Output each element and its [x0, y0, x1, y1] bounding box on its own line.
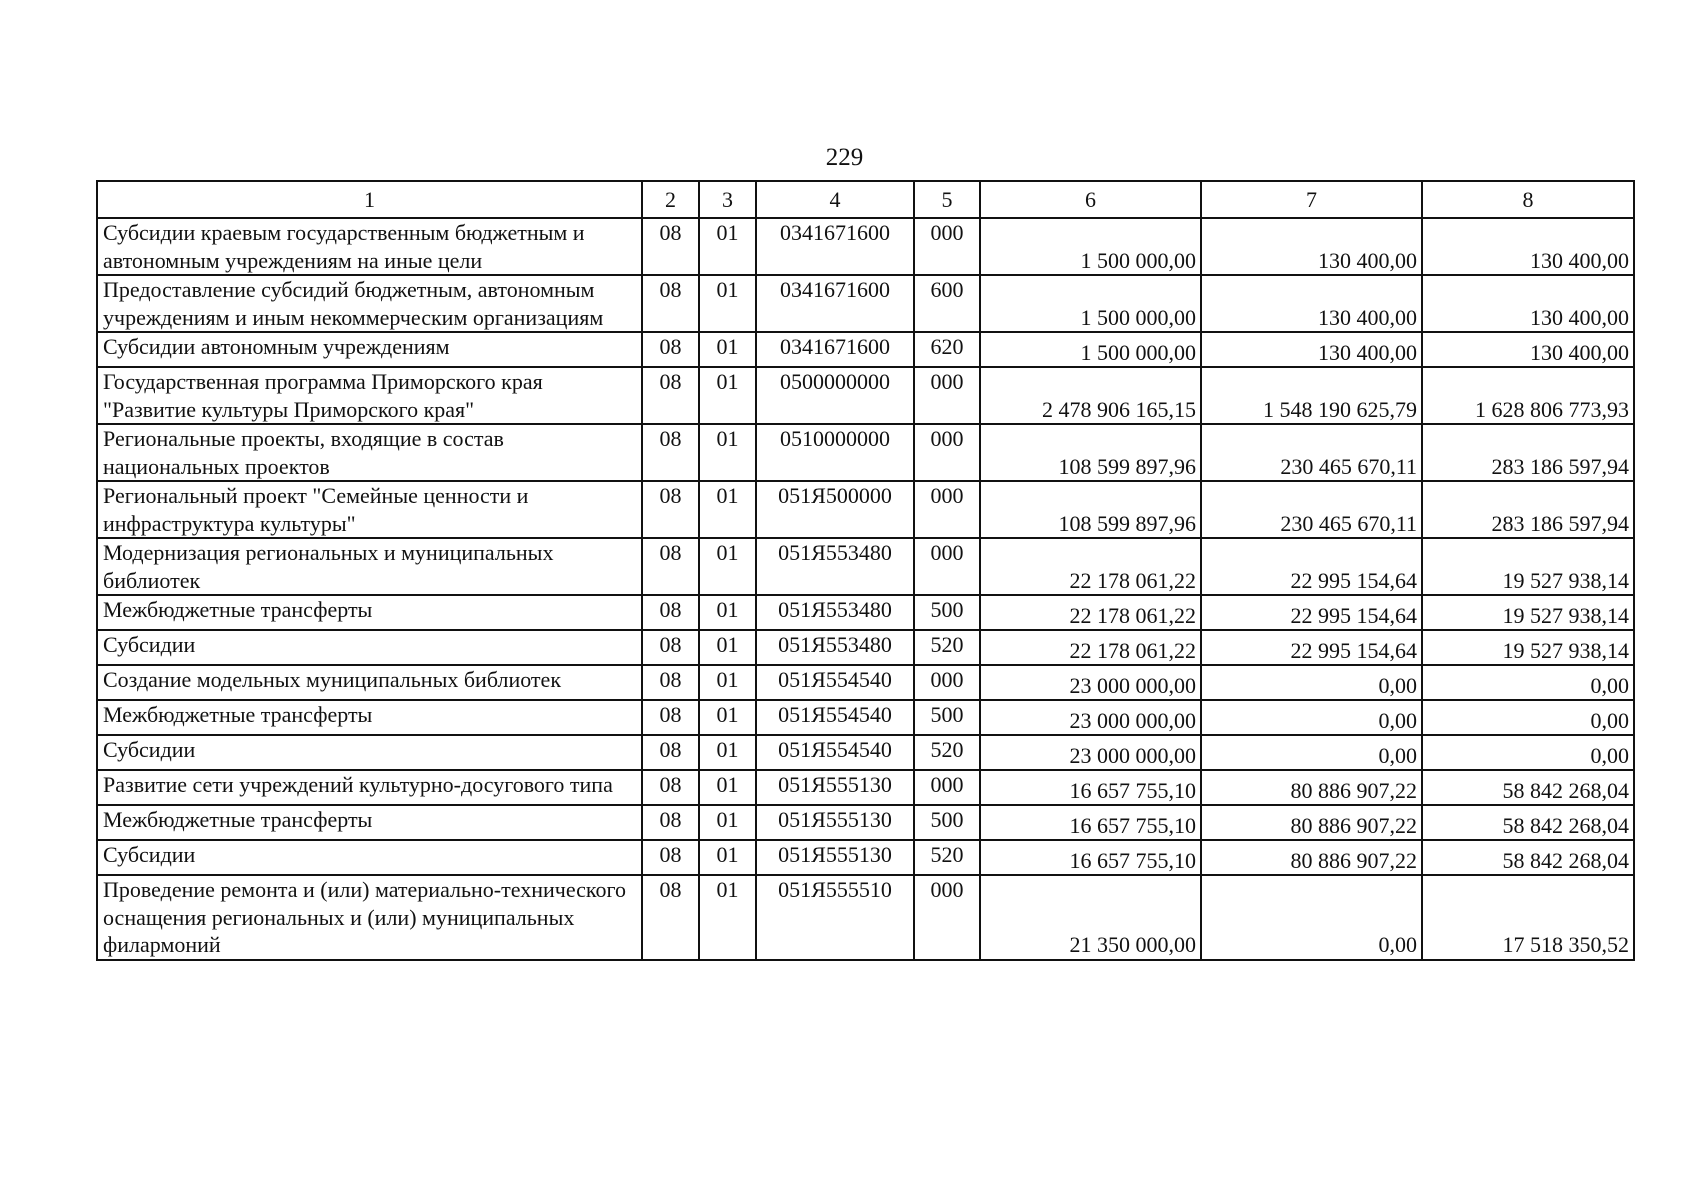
row-amount-col7-cell: 130 400,00: [1201, 218, 1422, 275]
row-amount-col6-cell: 23 000 000,00: [980, 735, 1201, 770]
row-section-cell: 08: [642, 218, 699, 275]
row-section-cell: 08: [642, 840, 699, 875]
row-target-code-cell: 0341671600: [756, 275, 914, 332]
row-expense-type-cell: 000: [914, 367, 980, 424]
row-name-cell: Региональные проекты, входящие в состав национальных проектов: [97, 424, 642, 481]
row-amount-col7-cell: 230 465 670,11: [1201, 424, 1422, 481]
row-amount-col6-cell: 16 657 755,10: [980, 840, 1201, 875]
row-amount-col8-cell: 130 400,00: [1422, 275, 1634, 332]
row-subsection-cell: 01: [699, 538, 756, 595]
row-amount-col7-cell: 22 995 154,64: [1201, 538, 1422, 595]
row-amount-col7-cell: 80 886 907,22: [1201, 840, 1422, 875]
row-subsection-cell: 01: [699, 805, 756, 840]
row-amount-col8-cell: 58 842 268,04: [1422, 770, 1634, 805]
row-target-code-cell: 0510000000: [756, 424, 914, 481]
row-expense-type-cell: 000: [914, 481, 980, 538]
row-section-cell: 08: [642, 735, 699, 770]
row-amount-col7-cell: 80 886 907,22: [1201, 770, 1422, 805]
row-target-code-cell: 051Я555130: [756, 840, 914, 875]
row-amount-col8-cell: 130 400,00: [1422, 218, 1634, 275]
row-subsection-cell: 01: [699, 770, 756, 805]
row-expense-type-cell: 500: [914, 595, 980, 630]
row-amount-col6-cell: 16 657 755,10: [980, 805, 1201, 840]
row-target-code-cell: 051Я500000: [756, 481, 914, 538]
row-name-cell: Создание модельных муниципальных библиотек: [97, 665, 642, 700]
table-row: [97, 595, 1634, 630]
row-amount-col8-cell: 19 527 938,14: [1422, 595, 1634, 630]
table-row: [97, 840, 1634, 875]
row-amount-col6-cell: 23 000 000,00: [980, 665, 1201, 700]
row-name-cell: Предоставление субсидий бюджетным, автономным учреждениям и иным некоммерческим организациям: [97, 275, 642, 332]
table-row: [97, 630, 1634, 665]
row-amount-col7-cell: 130 400,00: [1201, 332, 1422, 367]
page-number: 229: [825, 144, 864, 171]
header-col-2: 2: [642, 181, 699, 218]
table-row: [97, 424, 1634, 481]
header-col-7: 7: [1201, 181, 1422, 218]
row-name-cell: Региональный проект "Семейные ценности и инфраструктура культуры": [97, 481, 642, 538]
row-target-code-cell: 051Я554540: [756, 735, 914, 770]
table-body: [97, 218, 1634, 960]
row-name-cell: Межбюджетные трансферты: [97, 700, 642, 735]
row-amount-col8-cell: 130 400,00: [1422, 332, 1634, 367]
table-header: [97, 181, 1634, 218]
row-amount-col6-cell: 108 599 897,96: [980, 424, 1201, 481]
row-subsection-cell: 01: [699, 630, 756, 665]
row-name-cell: Субсидии: [97, 840, 642, 875]
row-name-cell: Государственная программа Приморского края "Развитие культуры Приморского края": [97, 367, 642, 424]
row-amount-col8-cell: 19 527 938,14: [1422, 630, 1634, 665]
table-row: [97, 218, 1634, 275]
row-expense-type-cell: 520: [914, 630, 980, 665]
row-name-cell: Развитие сети учреждений культурно-досугового типа: [97, 770, 642, 805]
table-row: [97, 770, 1634, 805]
row-amount-col6-cell: 108 599 897,96: [980, 481, 1201, 538]
row-amount-col6-cell: 22 178 061,22: [980, 538, 1201, 595]
row-section-cell: 08: [642, 275, 699, 332]
row-amount-col6-cell: 16 657 755,10: [980, 770, 1201, 805]
budget-table: [96, 180, 1635, 961]
row-amount-col6-cell: 1 500 000,00: [980, 218, 1201, 275]
row-amount-col7-cell: 0,00: [1201, 875, 1422, 960]
row-target-code-cell: 051Я553480: [756, 630, 914, 665]
row-target-code-cell: 051Я554540: [756, 700, 914, 735]
row-target-code-cell: 0341671600: [756, 332, 914, 367]
row-amount-col6-cell: 2 478 906 165,15: [980, 367, 1201, 424]
row-name-cell: Субсидии: [97, 735, 642, 770]
row-target-code-cell: 051Я554540: [756, 665, 914, 700]
row-name-cell: Субсидии автономным учреждениям: [97, 332, 642, 367]
row-amount-col6-cell: 22 178 061,22: [980, 595, 1201, 630]
header-col-5: 5: [914, 181, 980, 218]
row-subsection-cell: 01: [699, 275, 756, 332]
row-section-cell: 08: [642, 481, 699, 538]
row-name-cell: Межбюджетные трансферты: [97, 595, 642, 630]
row-expense-type-cell: 000: [914, 538, 980, 595]
row-expense-type-cell: 600: [914, 275, 980, 332]
row-amount-col7-cell: 22 995 154,64: [1201, 595, 1422, 630]
row-amount-col8-cell: 17 518 350,52: [1422, 875, 1634, 960]
row-name-cell: Межбюджетные трансферты: [97, 805, 642, 840]
row-amount-col8-cell: 58 842 268,04: [1422, 805, 1634, 840]
row-expense-type-cell: 000: [914, 424, 980, 481]
header-col-1: 1: [97, 181, 642, 218]
row-name-cell: Субсидии краевым государственным бюджетным и автономным учреждениям на иные цели: [97, 218, 642, 275]
row-subsection-cell: 01: [699, 218, 756, 275]
row-subsection-cell: 01: [699, 595, 756, 630]
row-target-code-cell: 051Я555130: [756, 770, 914, 805]
row-amount-col7-cell: 22 995 154,64: [1201, 630, 1422, 665]
header-col-3: 3: [699, 181, 756, 218]
row-subsection-cell: 01: [699, 840, 756, 875]
row-amount-col8-cell: 0,00: [1422, 700, 1634, 735]
row-amount-col8-cell: 19 527 938,14: [1422, 538, 1634, 595]
row-expense-type-cell: 000: [914, 665, 980, 700]
row-subsection-cell: 01: [699, 665, 756, 700]
row-amount-col7-cell: 80 886 907,22: [1201, 805, 1422, 840]
row-section-cell: 08: [642, 770, 699, 805]
header-col-4: 4: [756, 181, 914, 218]
row-name-cell: Проведение ремонта и (или) материально-технического оснащения региональных и (или) муниципальных филармоний: [97, 875, 642, 960]
row-subsection-cell: 01: [699, 875, 756, 960]
table-row: [97, 538, 1634, 595]
row-amount-col6-cell: 23 000 000,00: [980, 700, 1201, 735]
table-row: [97, 875, 1634, 960]
table-row: [97, 665, 1634, 700]
row-subsection-cell: 01: [699, 332, 756, 367]
row-expense-type-cell: 000: [914, 875, 980, 960]
row-target-code-cell: 0500000000: [756, 367, 914, 424]
row-amount-col6-cell: 1 500 000,00: [980, 332, 1201, 367]
row-subsection-cell: 01: [699, 735, 756, 770]
row-expense-type-cell: 520: [914, 735, 980, 770]
table-row: [97, 332, 1634, 367]
row-section-cell: 08: [642, 805, 699, 840]
row-section-cell: 08: [642, 332, 699, 367]
row-target-code-cell: 0341671600: [756, 218, 914, 275]
row-target-code-cell: 051Я553480: [756, 595, 914, 630]
row-expense-type-cell: 000: [914, 770, 980, 805]
row-amount-col7-cell: 230 465 670,11: [1201, 481, 1422, 538]
table-row: [97, 805, 1634, 840]
row-section-cell: 08: [642, 630, 699, 665]
row-subsection-cell: 01: [699, 424, 756, 481]
row-amount-col7-cell: 130 400,00: [1201, 275, 1422, 332]
header-col-6: 6: [980, 181, 1201, 218]
table-row: [97, 367, 1634, 424]
table-row: [97, 735, 1634, 770]
table-row: [97, 275, 1634, 332]
row-amount-col8-cell: 0,00: [1422, 735, 1634, 770]
row-target-code-cell: 051Я555130: [756, 805, 914, 840]
row-amount-col6-cell: 22 178 061,22: [980, 630, 1201, 665]
row-amount-col8-cell: 283 186 597,94: [1422, 481, 1634, 538]
row-amount-col7-cell: 0,00: [1201, 700, 1422, 735]
row-subsection-cell: 01: [699, 700, 756, 735]
table-row: [97, 700, 1634, 735]
row-expense-type-cell: 520: [914, 840, 980, 875]
row-section-cell: 08: [642, 538, 699, 595]
row-expense-type-cell: 620: [914, 332, 980, 367]
row-target-code-cell: 051Я553480: [756, 538, 914, 595]
row-section-cell: 08: [642, 595, 699, 630]
row-amount-col8-cell: 58 842 268,04: [1422, 840, 1634, 875]
row-name-cell: Модернизация региональных и муниципальных библиотек: [97, 538, 642, 595]
row-section-cell: 08: [642, 665, 699, 700]
row-target-code-cell: 051Я555510: [756, 875, 914, 960]
row-section-cell: 08: [642, 424, 699, 481]
row-amount-col8-cell: 1 628 806 773,93: [1422, 367, 1634, 424]
row-expense-type-cell: 000: [914, 218, 980, 275]
row-expense-type-cell: 500: [914, 805, 980, 840]
row-amount-col8-cell: 283 186 597,94: [1422, 424, 1634, 481]
row-amount-col7-cell: 0,00: [1201, 735, 1422, 770]
row-amount-col6-cell: 21 350 000,00: [980, 875, 1201, 960]
header-col-8: 8: [1422, 181, 1634, 218]
table-row: [97, 481, 1634, 538]
row-name-cell: Субсидии: [97, 630, 642, 665]
row-expense-type-cell: 500: [914, 700, 980, 735]
row-section-cell: 08: [642, 700, 699, 735]
header-row: [97, 181, 1634, 218]
row-amount-col6-cell: 1 500 000,00: [980, 275, 1201, 332]
row-amount-col8-cell: 0,00: [1422, 665, 1634, 700]
row-section-cell: 08: [642, 875, 699, 960]
row-subsection-cell: 01: [699, 481, 756, 538]
row-subsection-cell: 01: [699, 367, 756, 424]
row-section-cell: 08: [642, 367, 699, 424]
row-amount-col7-cell: 1 548 190 625,79: [1201, 367, 1422, 424]
row-amount-col7-cell: 0,00: [1201, 665, 1422, 700]
